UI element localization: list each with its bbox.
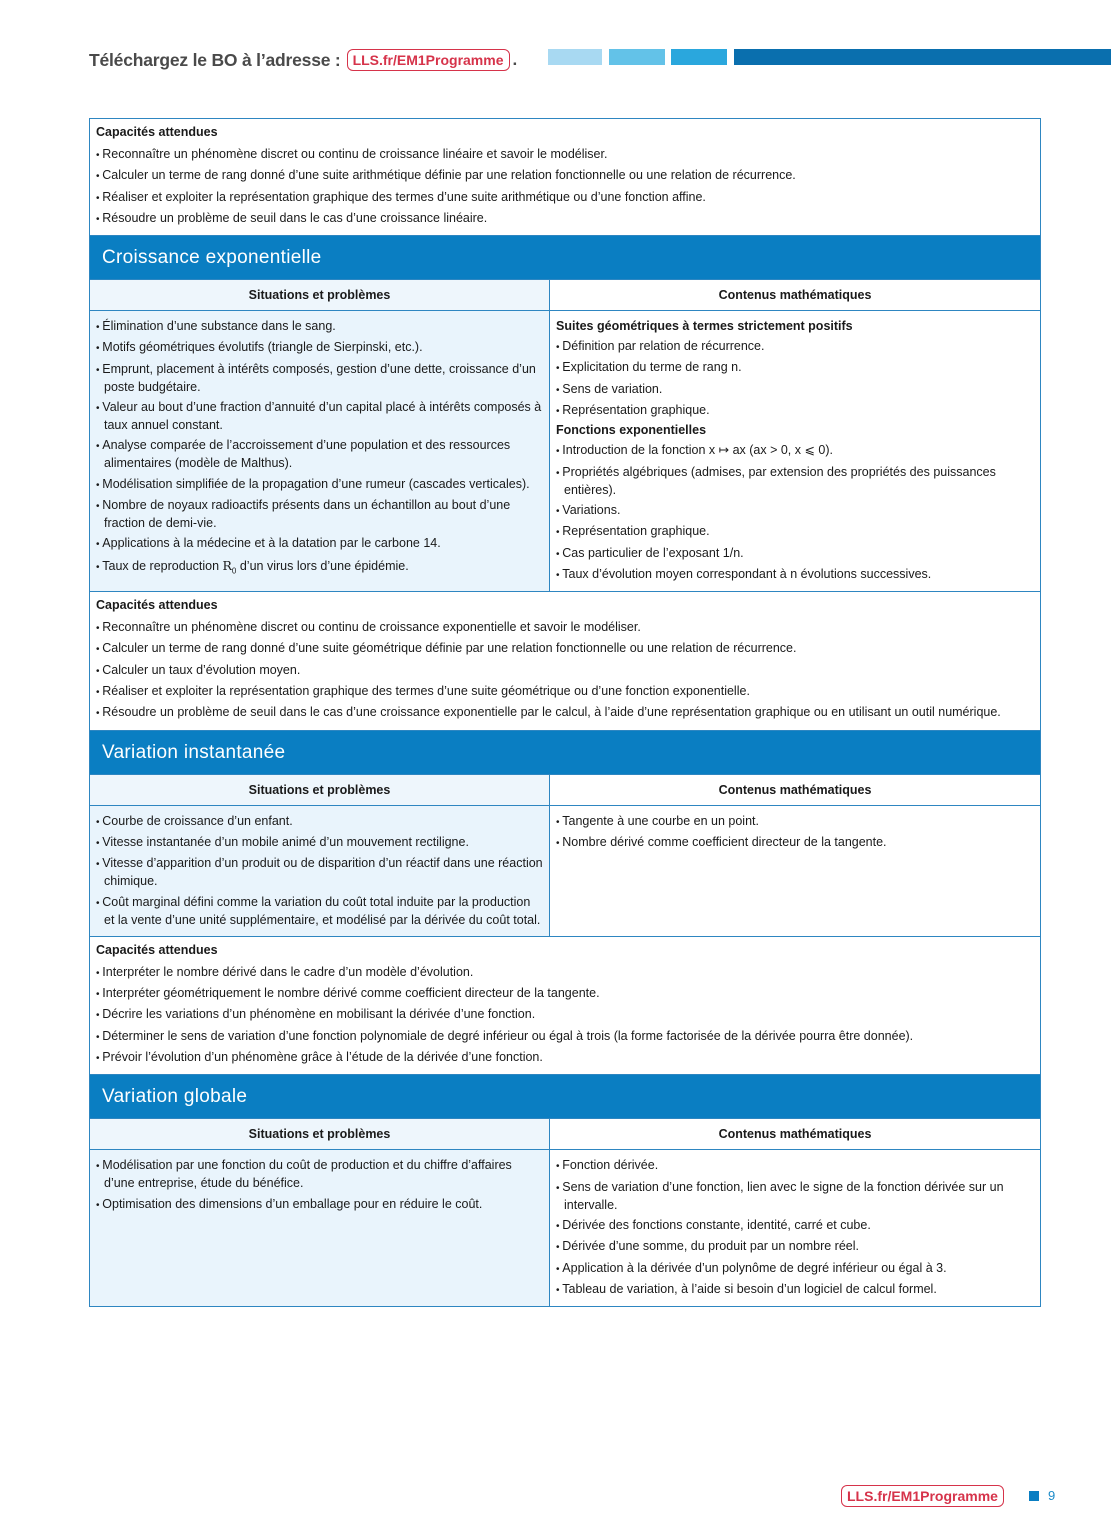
list-item: • Déterminer le sens de variation d’une fonction polynomiale de degré inférieur ou égal à trois (la forme factorisée de la dérivée pourra être donnée). [96, 1028, 1034, 1046]
list-item: • Résoudre un problème de seuil dans le cas d’une croissance linéaire. [96, 210, 1034, 228]
list-item: • Modélisation par une fonction du coût de production et du chiffre d’affaires d’une entreprise, étude du bénéfice. [96, 1157, 543, 1192]
list-item: • Valeur au bout d’une fraction d’annuité d’un capital placé à intérêts composés à taux annuel constant. [96, 399, 543, 434]
section-title-globale: Variation globale [90, 1075, 1040, 1119]
contenus-cell [550, 1150, 1040, 1306]
list-item: • Calculer un terme de rang donné d’une suite arithmétique définie par une relation fonctionnelle ou une relation de récurrence. [96, 167, 1034, 185]
list-item [96, 557, 543, 580]
program-table [89, 118, 1041, 1307]
header-situations: Situations et problèmes [90, 775, 550, 805]
header-bar-4 [734, 49, 1111, 65]
capacites-lineaire [90, 119, 1040, 236]
list-item: • Cas particulier de l’exposant 1/n. [556, 545, 1034, 563]
capacites-instant [90, 937, 1040, 1075]
header-bar-1 [548, 49, 602, 65]
section-title-instant: Variation instantanée [90, 731, 1040, 775]
list-item: • Résoudre un problème de seuil dans le cas d’une croissance exponentielle par le calcul, à l’aide d’une représentation graphique ou en utilisant un outil numérique. [96, 704, 1034, 722]
list-item: • Calculer un taux d’évolution moyen. [96, 662, 1034, 680]
capacites-expo [90, 592, 1040, 730]
header-contenus: Contenus mathématiques [550, 280, 1040, 310]
text-part: d’un virus lors d’une épidémie. [236, 558, 409, 573]
contenus-cell [550, 806, 1040, 936]
list-item: • Tangente à une courbe en un point. [556, 813, 1034, 831]
r0-symbol: R [222, 557, 232, 573]
list-item: • Dérivée d’une somme, du produit par un nombre réel. [556, 1238, 1034, 1256]
contenus-cell [550, 311, 1040, 591]
list-item: • Réaliser et exploiter la représentation graphique des termes d’une suite géométrique ou d’une fonction exponentielle. [96, 683, 1034, 701]
situations-cell [90, 1150, 550, 1306]
capacites-title: Capacités attendues [96, 598, 218, 613]
list-item: • Fonction dérivée. [556, 1157, 1034, 1175]
list-item: • Représentation graphique. [556, 523, 1034, 541]
page-header [89, 47, 517, 73]
list-item: • Propriétés algébriques (admises, par extension des propriétés des puissances entières). [556, 464, 1034, 499]
table-header [90, 280, 1040, 311]
header-contenus: Contenus mathématiques [550, 775, 1040, 805]
list-item: • Analyse comparée de l’accroissement d’une population et des ressources alimentaires (modèle de Malthus). [96, 437, 543, 472]
list-item: • Réaliser et exploiter la représentation graphique des termes d’une suite arithmétique ou d’une fonction affine. [96, 189, 1034, 207]
list-item: • Sens de variation. [556, 381, 1034, 399]
header-contenus: Contenus mathématiques [550, 1119, 1040, 1149]
list-item: • Reconnaître un phénomène discret ou continu de croissance exponentielle et savoir le modéliser. [96, 619, 1034, 637]
subheading-suites: Suites géométriques à termes strictement positifs [556, 319, 853, 334]
list-item: • Décrire les variations d’un phénomène en mobilisant la dérivée d’une fonction. [96, 1006, 1034, 1024]
r0-subscript: 0 [231, 566, 237, 576]
table-row [90, 806, 1040, 937]
header-situations: Situations et problèmes [90, 1119, 550, 1149]
footer-link[interactable]: LLS.fr/EM1Programme [841, 1485, 1004, 1507]
list-item: • Interpréter le nombre dérivé dans le cadre d’un modèle d’évolution. [96, 964, 1034, 982]
table-row [90, 311, 1040, 592]
list-item: • Tableau de variation, à l’aide si besoin d’un logiciel de calcul formel. [556, 1281, 1034, 1299]
header-text: Téléchargez le BO à l’adresse : [89, 49, 341, 70]
header-link[interactable]: LLS.fr/EM1Programme [347, 49, 510, 71]
list-item: • Motifs géométriques évolutifs (triangle de Sierpinski, etc.). [96, 339, 543, 357]
list-item: • Vitesse instantanée d’un mobile animé d’un mouvement rectiligne. [96, 834, 543, 852]
list-item: • Variations. [556, 502, 1034, 520]
list-item: • Définition par relation de récurrence. [556, 338, 1034, 356]
list-item: • Interpréter géométriquement le nombre dérivé comme coefficient directeur de la tangente. [96, 985, 1034, 1003]
header-situations: Situations et problèmes [90, 280, 550, 310]
list-item: • Vitesse d’apparition d’un produit ou de disparition d’un réactif dans une réaction chimique. [96, 855, 543, 890]
subheading-fonctions: Fonctions exponentielles [556, 423, 707, 438]
list-item: • Nombre dérivé comme coefficient directeur de la tangente. [556, 834, 1034, 852]
section-title-expo: Croissance exponentielle [90, 236, 1040, 280]
footer-square-icon [1029, 1491, 1039, 1501]
page-number: 9 [1048, 1488, 1056, 1503]
header-bar-2 [609, 49, 665, 65]
table-row [90, 1150, 1040, 1307]
header-bar-3 [671, 49, 727, 65]
list-item: • Calculer un terme de rang donné d’une suite géométrique définie par une relation fonctionnelle ou une relation de récurrence. [96, 640, 1034, 658]
list-item: • Introduction de la fonction x ↦ ax (ax > 0, x ⩽ 0). [556, 442, 1034, 460]
table-header [90, 775, 1040, 806]
capacites-title: Capacités attendues [96, 942, 218, 957]
list-item: • Représentation graphique. [556, 402, 1034, 420]
list-item: • Applications à la médecine et à la datation par le carbone 14. [96, 535, 543, 553]
situations-cell [90, 311, 550, 591]
list-item: • Reconnaître un phénomène discret ou continu de croissance linéaire et savoir le modéliser. [96, 146, 1034, 164]
list-item: • Élimination d’une substance dans le sang. [96, 318, 543, 336]
list-item: • Sens de variation d’une fonction, lien avec le signe de la fonction dérivée sur un intervalle. [556, 1179, 1034, 1214]
list-item: • Courbe de croissance d’un enfant. [96, 813, 543, 831]
header-dot: . [512, 50, 518, 69]
table-header [90, 1119, 1040, 1150]
capacites-title: Capacités attendues [96, 125, 218, 139]
list-item: • Taux d’évolution moyen correspondant à n évolutions successives. [556, 566, 1034, 584]
list-item: • Nombre de noyaux radioactifs présents dans un échantillon au bout d’une fraction de demi-vie. [96, 497, 543, 532]
list-item: • Dérivée des fonctions constante, identité, carré et cube. [556, 1217, 1034, 1235]
list-item: • Optimisation des dimensions d’un emballage pour en réduire le coût. [96, 1196, 543, 1214]
list-item: • Prévoir l’évolution d’un phénomène grâce à l’étude de la dérivée d’une fonction. [96, 1049, 1034, 1067]
list-item: • Explicitation du terme de rang n. [556, 359, 1034, 377]
list-item: • Application à la dérivée d’un polynôme de degré inférieur ou égal à 3. [556, 1260, 1034, 1278]
text-part: Taux de reproduction [102, 558, 223, 573]
list-item: • Emprunt, placement à intérêts composés, gestion d’une dette, croissance d’un poste budgétaire. [96, 361, 543, 396]
list-item: • Coût marginal défini comme la variation du coût total induite par la production et la vente d’une unité supplémentaire, et modélisé par la dérivée du coût total. [96, 894, 543, 929]
situations-cell [90, 806, 550, 936]
list-item: • Modélisation simplifiée de la propagation d’une rumeur (cascades verticales). [96, 476, 543, 494]
